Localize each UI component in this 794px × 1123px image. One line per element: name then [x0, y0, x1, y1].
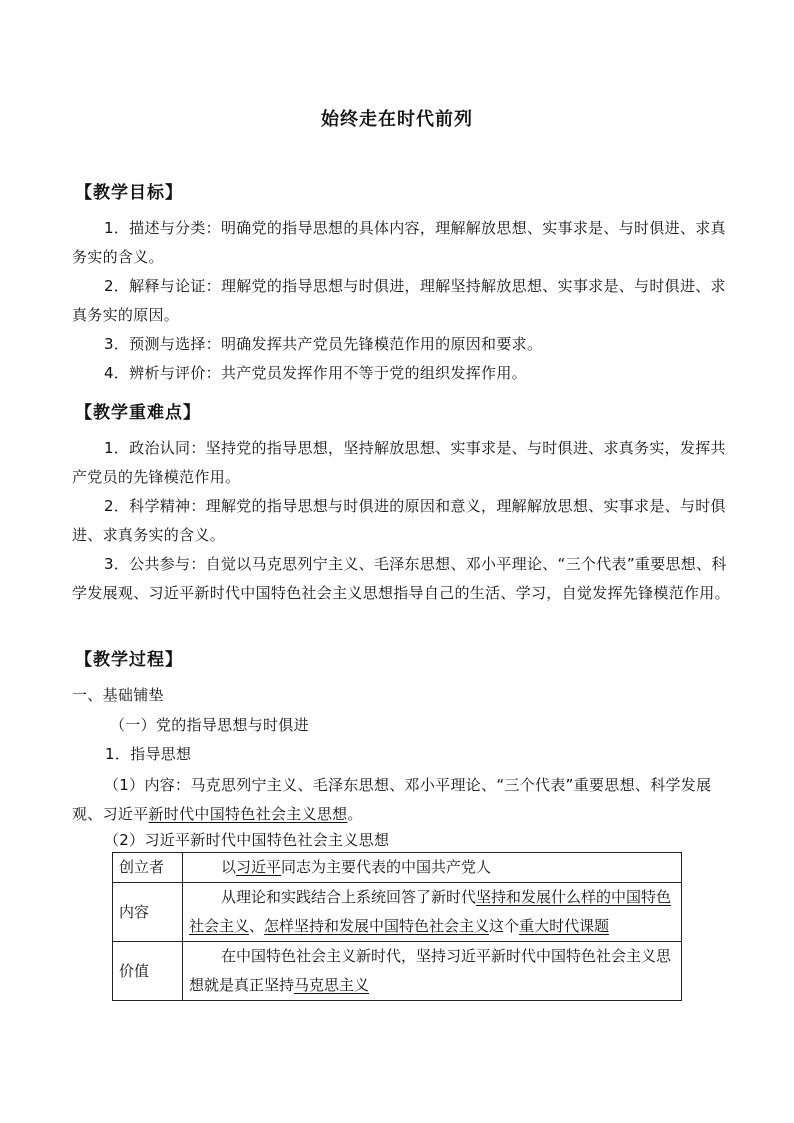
keypoint-item: 1．政治认同：坚持党的指导思想，坚持解放思想、实事求是、与时俱进、求真务实，发挥共产党员的先锋模范作用。 [72, 439, 726, 486]
goals-list [72, 214, 732, 388]
section-heading-process: 【教学过程】 [75, 650, 183, 670]
table-row [113, 853, 682, 883]
row-label: 价值 [113, 942, 183, 1001]
summary-table [112, 852, 682, 1001]
content-paragraph [72, 771, 732, 829]
part-heading: 一、基础铺垫 [72, 686, 164, 704]
table-row [113, 883, 682, 942]
keypoint-item: 3．公共参与：自觉以马克思列宁主义、毛泽东思想、邓小平理论、“三个代表”重要思想、科学发展观、习近平新时代中国特色社会主义思想指导自己的生活、学习，自觉发挥先锋模范作用。 [72, 555, 730, 602]
goal-item: 1．描述与分类：明确党的指导思想的具体内容，理解解放思想、实事求是、与时俱进、求真务实的含义。 [72, 219, 726, 266]
point-heading: 1．指导思想 [105, 745, 192, 763]
content-text: （1）内容：马克思列宁主义、毛泽东思想、邓小平理论、“三个代表”重要思想、科学发展观、习近平 [72, 776, 712, 823]
document-title: 始终走在时代前列 [321, 109, 473, 130]
point-heading: （2）习近平新时代中国特色社会主义思想 [104, 831, 390, 849]
row-label: 创立者 [113, 853, 183, 883]
keypoints-list [72, 434, 732, 608]
keypoint-item: 2．科学精神：理解党的指导思想与时俱进的原因和意义，理解解放思想、实事求是、与时俱进、求真务实的含义。 [72, 497, 726, 544]
content-underlined: 新时代中国特色社会主义思想 [148, 805, 348, 823]
row-content: 从理论和实践结合上系统回答了新时代坚持和发展什么样的中国特色社会主义、怎样坚持和发展中国特色社会主义这个重大时代课题 [183, 883, 682, 942]
goal-item: 4．辨析与评价：共产党员发挥作用不等于党的组织发挥作用。 [104, 364, 527, 382]
section-heading-keypoints: 【教学重难点】 [75, 403, 201, 423]
subsection-heading: （一）党的指导思想与时俱进 [110, 716, 309, 734]
content-suffix: 。 [347, 805, 363, 823]
goal-item: 3．预测与选择：明确发挥共产党员先锋模范作用的原因和要求。 [104, 335, 543, 353]
row-content: 以习近平同志为主要代表的中国共产党人 [183, 853, 682, 883]
row-label: 内容 [113, 883, 183, 942]
section-heading-goals: 【教学目标】 [75, 183, 183, 203]
table-row [113, 942, 682, 1001]
goal-item: 2．解释与论证：理解党的指导思想与时俱进，理解坚持解放思想、实事求是、与时俱进、求真务实的原因。 [72, 277, 726, 324]
row-content: 在中国特色社会主义新时代，坚持习近平新时代中国特色社会主义思想就是真正坚持马克思主义 [183, 942, 682, 1001]
